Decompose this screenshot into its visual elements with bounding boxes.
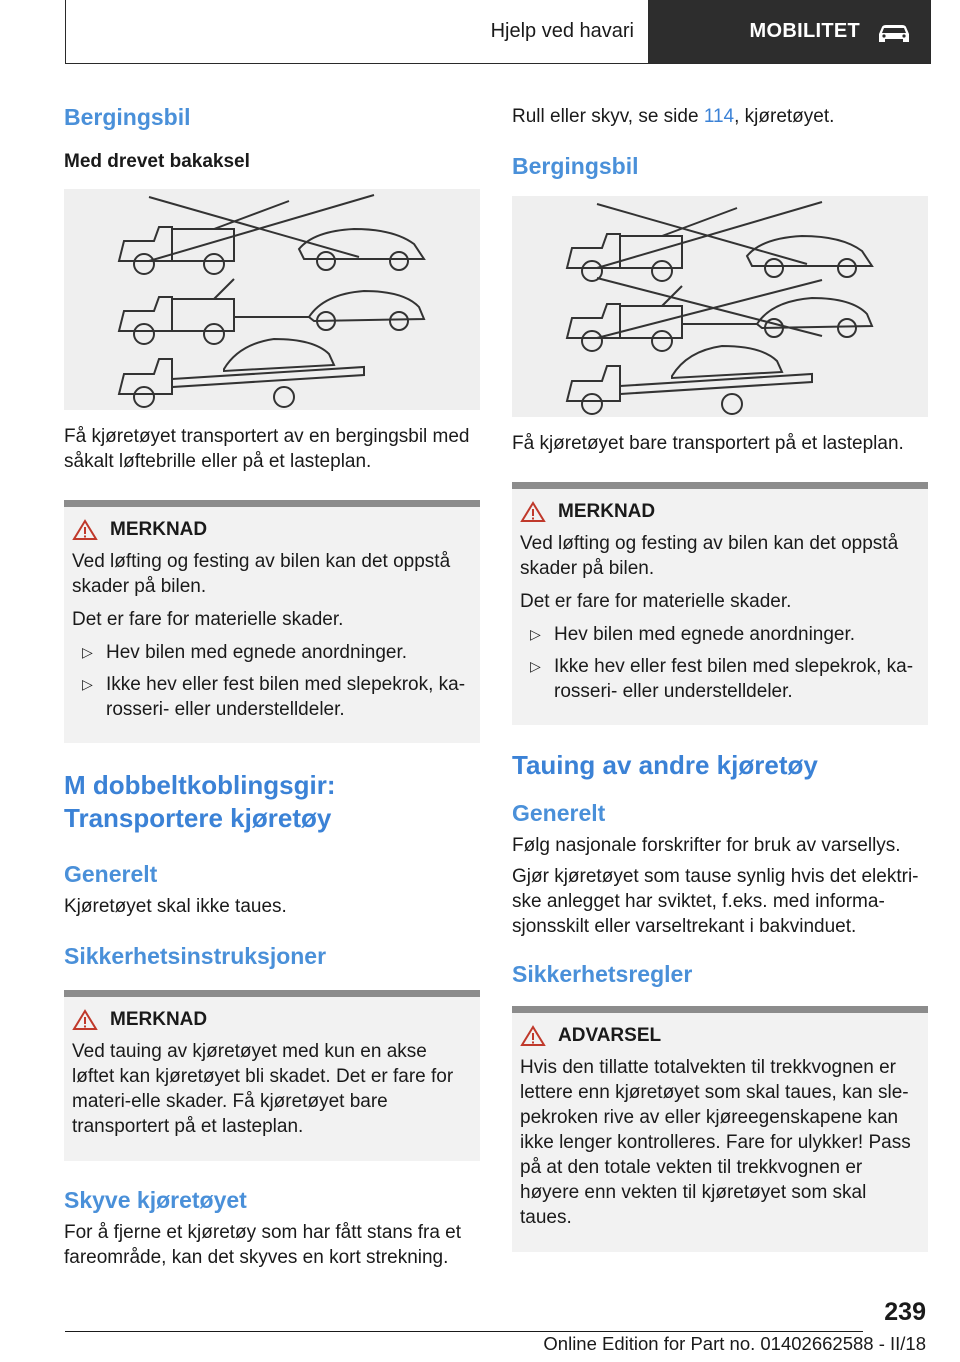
warning-title: ADVARSEL <box>520 1025 920 1047</box>
tow-truck-illustration <box>64 189 480 410</box>
note-title: MERKNAD <box>72 1009 472 1031</box>
chapter-name: MOBILITET <box>749 20 860 42</box>
heading-m-dct-transport: M dobbeltkoblingsgir: Transportere kjøretøy <box>64 770 336 833</box>
note-box-lifting <box>64 500 480 743</box>
heading-safety-instructions: Sikkerhetsinstruksjoner <box>64 943 327 969</box>
figure-caption-right: Få kjøretøyet bare transportert på et lasteplan. <box>512 433 904 454</box>
warning-triangle-icon <box>72 519 98 541</box>
note-text: Ved løfting og festing av bilen kan det oppstå skader på bilen. <box>520 533 899 579</box>
warning-triangle-icon <box>520 501 546 523</box>
text-make-visible: Gjør kjøretøyet som tause synlig hvis det elektri-ske anlegget har sviktet, f.eks. med informa-sjonsskilt eller varseltrekant i bakvinduet. <box>512 866 919 937</box>
figure-caption-left: Få kjøretøyet transportert av en bergingsbil med såkalt løftebrille eller på et lasteplan. <box>64 426 470 472</box>
heading-bergingsbil-right: Bergingsbil <box>512 153 639 179</box>
heading-generelt-right: Generelt <box>512 800 606 826</box>
note-box-lifting-right <box>512 482 928 725</box>
note-box-towing <box>64 990 480 1161</box>
list-item: ▷ Ikke hev eller fest bilen med slepekrok, ka-rosseri- eller understelldeler. <box>530 656 914 702</box>
page-number: 239 <box>884 1298 926 1326</box>
warning-triangle-icon <box>520 1025 546 1047</box>
chapter-tab <box>648 0 930 63</box>
footer-divider <box>65 1331 863 1332</box>
text-push-vehicle: For å fjerne et kjøretøy som har fått stans fra et fareområde, kan det skyves en kort strekning. <box>64 1222 462 1268</box>
text-roll-push: Rull eller skyv, se side 114, kjøretøyet. <box>512 106 835 127</box>
list-item: ▷ Ikke hev eller fest bilen med slepekrok, ka-rosseri- eller understelldeler. <box>82 674 466 720</box>
heading-bergingsbil: Bergingsbil <box>64 104 191 130</box>
note-title: MERKNAD <box>72 519 472 541</box>
list-item: ▷ Hev bilen med egnede anordninger. <box>530 624 856 645</box>
note-text: Ved tauing av kjøretøyet med kun en akse løftet kan kjøretøyet bli skadet. Det er fare for materi-elle skader. Få kjøretøyet bare transportert på et lasteplan. <box>72 1041 454 1137</box>
warning-box-weight <box>512 1006 928 1252</box>
heading-safety-rules: Sikkerhetsregler <box>512 961 693 987</box>
page-link-114[interactable]: 114 <box>703 106 735 127</box>
tow-truck-figure-left <box>64 189 480 410</box>
note-title: MERKNAD <box>520 501 920 523</box>
left-column <box>64 96 480 1270</box>
note-text: Ved løfting og festing av bilen kan det oppstå skader på bilen. <box>72 551 451 597</box>
tow-truck-figure-right <box>512 196 928 417</box>
heading-towing-others: Tauing av andre kjøretøy <box>512 750 818 780</box>
page-header <box>65 0 931 64</box>
text-no-towing: Kjøretøyet skal ikke taues. <box>64 896 287 917</box>
warning-text: Hvis den tillatte totalvekten til trekkvognen er lettere enn kjøretøyet som skal taues, kan sle-pekroken rive av eller kjøreegenskapene kan ikke lenger kontrolleres. Fare for ulykker! Pass på at den totale vekten til trekkvognen er høyere enn vekten til kjøretøyet som skal taues. <box>520 1057 911 1228</box>
note-list <box>72 640 472 722</box>
tow-truck-illustration <box>512 196 928 417</box>
note-text: Det er fare for materielle skader. <box>520 591 792 612</box>
right-column <box>512 96 928 1252</box>
section-name: Hjelp ved havari <box>490 20 634 42</box>
heading-push-vehicle: Skyve kjøretøyet <box>64 1187 247 1213</box>
note-list <box>520 622 920 704</box>
note-text: Det er fare for materielle skader. <box>72 609 344 630</box>
car-icon <box>876 21 912 43</box>
warning-triangle-icon <box>72 1009 98 1031</box>
edition-text: Online Edition for Part no. 01402662588 - II/18 <box>543 1333 926 1354</box>
list-item: ▷ Hev bilen med egnede anordninger. <box>82 642 408 663</box>
text-hazard-lights: Følg nasjonale forskrifter for bruk av varsellys. <box>512 835 901 856</box>
heading-generelt: Generelt <box>64 861 158 887</box>
subheading-rear-drive: Med drevet bakaksel <box>64 151 250 172</box>
